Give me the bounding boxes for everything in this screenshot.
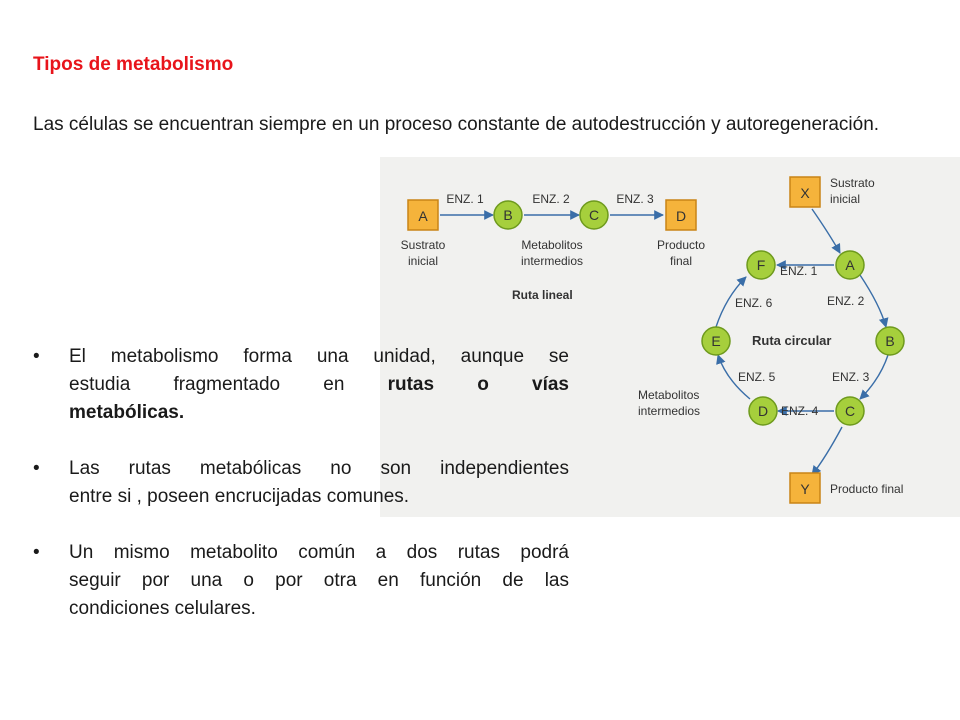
bullet-line xyxy=(69,371,569,399)
linear-node-b: B xyxy=(503,207,513,223)
circular-intermediates-label-1: Metabolitos xyxy=(638,388,700,402)
bullet-item xyxy=(33,455,569,511)
linear-label-d-1: Producto xyxy=(656,238,706,252)
circular-start-label-1: Sustrato xyxy=(830,176,875,190)
arrow-c-to-y xyxy=(812,427,842,475)
bullet-item xyxy=(33,539,569,623)
bullet-dot: • xyxy=(33,346,40,367)
linear-label-a-1: Sustrato xyxy=(400,238,446,252)
circular-start-label-2: inicial xyxy=(830,192,861,206)
bullet-text: seguir por una o por otra en función de las xyxy=(69,570,569,591)
linear-enzyme-2: ENZ. 2 xyxy=(532,192,570,206)
circular-enzyme-2: ENZ. 2 xyxy=(827,294,865,308)
linear-label-b-1: Metabolitos xyxy=(521,238,583,252)
linear-node-a: A xyxy=(418,208,428,224)
bullet-list xyxy=(33,343,569,651)
circular-node-e: E xyxy=(711,333,721,349)
bullet-line xyxy=(69,595,569,623)
bullet-line xyxy=(69,343,569,371)
circular-node-b: B xyxy=(885,333,895,349)
bullet-line xyxy=(69,539,569,567)
linear-enzyme-3: ENZ. 3 xyxy=(616,192,654,206)
circular-end-label: Producto final xyxy=(830,482,904,496)
circular-end-node: Y xyxy=(800,481,810,497)
linear-label-a-2: inicial xyxy=(407,254,439,268)
bullet-line xyxy=(69,455,569,483)
bullet-text-bold: rutas o vías xyxy=(387,374,570,395)
circular-intermediates-label-2: intermedios xyxy=(638,404,701,418)
bullet-dot: • xyxy=(33,458,40,479)
circular-node-a: A xyxy=(845,257,855,273)
circular-enzyme-5: ENZ. 5 xyxy=(738,370,776,384)
bullet-text: entre si , poseen encrucijadas comunes. xyxy=(69,486,410,507)
bullet-dot: • xyxy=(33,542,40,563)
intro-paragraph: Las células se encuentran siempre en un proceso constante de autodestrucción y autoregeneración. xyxy=(33,114,880,135)
bullet-text: Un mismo metabolito común a dos rutas podrá xyxy=(69,542,569,563)
bullet-line xyxy=(69,567,569,595)
linear-label-b-2: intermedios xyxy=(520,254,584,268)
slide-title: Tipos de metabolismo xyxy=(33,54,234,75)
circular-start-node: X xyxy=(800,185,810,201)
linear-enzyme-1: ENZ. 1 xyxy=(446,192,484,206)
linear-route xyxy=(401,192,706,302)
bullet-line xyxy=(69,483,569,511)
bullet-text: Las rutas metabólicas no son independientes xyxy=(69,458,569,479)
circular-node-c: C xyxy=(844,403,856,419)
circular-caption: Ruta circular xyxy=(752,333,832,348)
bullet-text-bold: metabólicas. xyxy=(69,402,185,423)
bullet-text: condiciones celulares. xyxy=(69,598,256,619)
linear-node-d: D xyxy=(675,208,687,224)
bullet-text: estudia fragmentado en xyxy=(69,374,388,395)
circular-enzyme-1: ENZ. 1 xyxy=(780,264,818,278)
bullet-item xyxy=(33,343,569,427)
circular-node-f: F xyxy=(756,257,766,273)
circular-node-d: D xyxy=(757,403,769,419)
bullet-line xyxy=(69,399,569,427)
linear-node-c: C xyxy=(588,207,600,223)
linear-label-d-2: final xyxy=(669,254,693,268)
linear-caption: Ruta lineal xyxy=(512,288,573,302)
circular-enzyme-3: ENZ. 3 xyxy=(832,370,870,384)
arrow-x-to-a xyxy=(812,209,840,253)
bullet-text: El metabolismo forma una unidad, aunque se xyxy=(69,346,569,367)
circular-enzyme-4: ENZ. 4 xyxy=(781,404,819,418)
circular-enzyme-6: ENZ. 6 xyxy=(735,296,773,310)
